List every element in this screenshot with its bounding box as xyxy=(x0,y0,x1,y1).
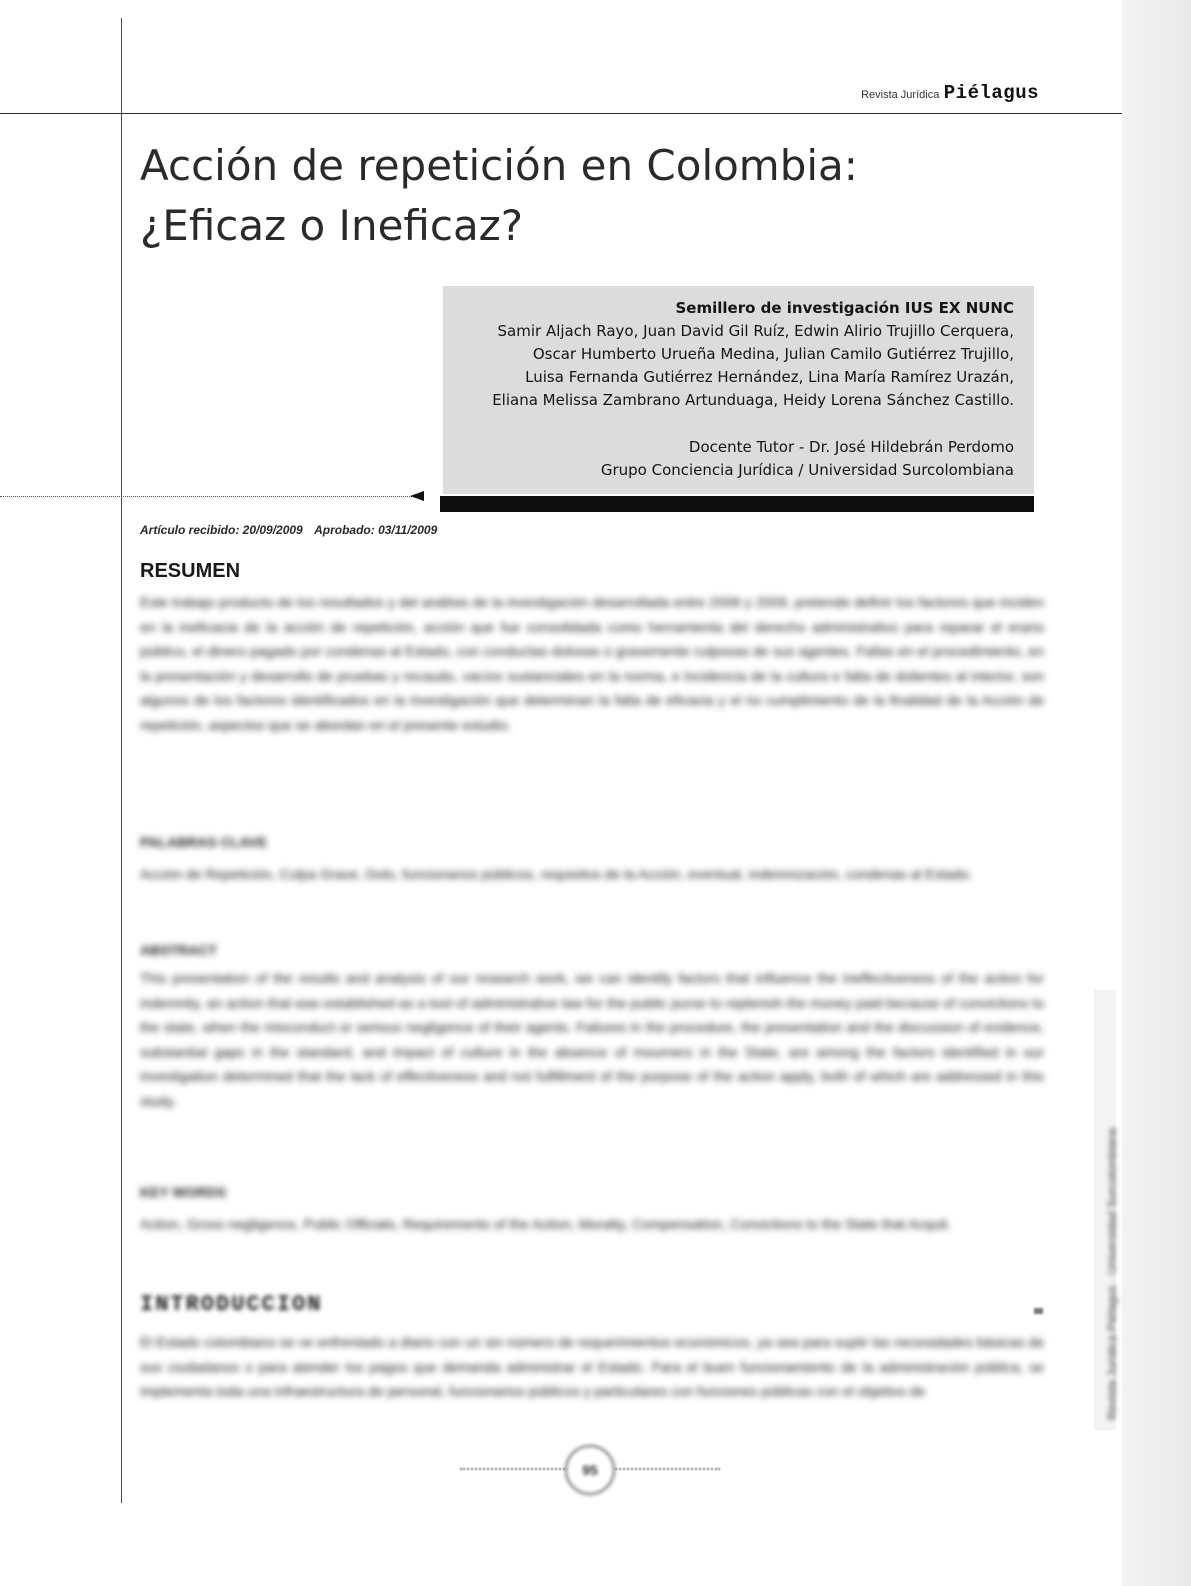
header-rule xyxy=(0,113,1122,114)
author-box-bar xyxy=(440,496,1034,512)
introduccion-text: El Estado colombiano se ve enfrentado a diario con un sin número de requerimientos económicos, ya sea para suplir las necesidades básicas de sus ciudadanos o para atender los pagos que demanda administrar el Estado. Para el buen funcionamiento de la administración pública, se implementa toda una infraestructura de personal, funcionarios públicos y particulares con funciones públicas con el objetivo de xyxy=(140,1334,1044,1399)
received-date: Artículo recibido: 20/09/2009 xyxy=(140,523,303,537)
author-line: Luisa Fernanda Gutiérrez Hernández, Lina María Ramírez Urazán, xyxy=(525,368,1014,386)
keywords-heading: KEY WORDS xyxy=(140,1184,227,1200)
page-edge-shadow xyxy=(1122,0,1191,1586)
resumen-text: Este trabajo producto de los resultados y del análisis de la investigación desarrollada entre 2008 y 2009, pretende definir los factores que inciden en la ineficacia de la acción de repetición, acción que fue consolidada como herramienta del derecho administrativo para reparar el erario público, el dinero pagado por condenas al Estado, con conductas dolosas o gravemente culposas de sus agentes. Fallas en el procedimiento, en la presentación y desarrollo de pruebas y recaudo, vacíos sustanciales en la norma, e incidencia de la cultura e falta de dolientes al interior, son algunos de los factores identificados en la investigación que determinan la falta de eficacia y el no cumplimiento de la finalidad de la Acción de repetición, aspectos que se abordan en el presente estudio. xyxy=(140,594,1044,733)
article-dates xyxy=(140,523,437,537)
author-block xyxy=(492,297,1014,482)
article-title xyxy=(140,136,1040,256)
spacer xyxy=(492,412,1014,436)
left-margin-rule xyxy=(121,18,122,1503)
journal-prefix: Revista Jurídica xyxy=(861,89,940,101)
article-title-line-1: Acción de repetición en Colombia: xyxy=(140,141,858,190)
resumen-heading: RESUMEN xyxy=(140,560,241,582)
author-line: Samir Aljach Rayo, Juan David Gil Ruíz, Edwin Alirio Trujillo Cerquera, xyxy=(497,322,1014,340)
abstract-text: This presentation of the results and analysis of our research work, we can identify factors that influence the ineffectiveness of the action for indemnity, an action that was established as a tool of administrative law for the public purse to replenish the money paid because of convictions to the state, when the misconduct or serious negligence of their agents. Failures in the procedure, the presentation and the discussion of evidence, substantial gaps in the standard, and impact of culture in the absence of mourners in the State, are among the factors identified in our investigation determined that the lack of effectiveness and not fulfillment of the purpose of the action apply, both of which are addressed in this study. xyxy=(140,970,1044,1109)
author-line: Eliana Melissa Zambrano Artunduaga, Heidy Lorena Sánchez Castillo. xyxy=(492,391,1014,409)
pointer-arrow-icon xyxy=(410,491,424,501)
side-tab-text: Revista Jurídica Piélagus · Universidad Surcolombiana xyxy=(1105,1127,1119,1420)
keywords-text: Action, Gross negligence, Public Officials, Requirements of the Action, Moratty, Compensation, Convictions to the State that Acquit. xyxy=(140,1216,952,1232)
journal-name: Piélagus xyxy=(943,82,1039,104)
article-title-line-2: ¿Eficaz o Ineficaz? xyxy=(140,201,524,250)
footnote-marker xyxy=(1034,1308,1043,1314)
abstract-heading: ABSTRACT xyxy=(140,942,217,958)
tutor-line: Docente Tutor - Dr. José Hildebrán Perdomo xyxy=(688,438,1014,456)
palabras-clave-heading: PALABRAS CLAVE xyxy=(140,834,268,850)
introduccion-heading: INTRODUCCION xyxy=(140,1292,323,1317)
dotted-pointer-line xyxy=(0,496,412,497)
affiliation-line: Grupo Conciencia Jurídica / Universidad Surcolombiana xyxy=(600,461,1014,479)
palabras-clave-text: Acción de Repetición, Culpa Grave, Dolo, funcionarios públicos, requisitos de la Acción, eventual, indemnización, condenas al Estado. xyxy=(140,866,973,882)
journal-header xyxy=(861,82,1039,104)
page-number: 95 xyxy=(565,1445,615,1495)
approved-date: Aprobado: 03/11/2009 xyxy=(314,523,438,537)
research-group: Semillero de investigación IUS EX NUNC xyxy=(675,299,1014,317)
author-line: Oscar Humberto Urueña Medina, Julian Camilo Gutiérrez Trujillo, xyxy=(532,345,1014,363)
